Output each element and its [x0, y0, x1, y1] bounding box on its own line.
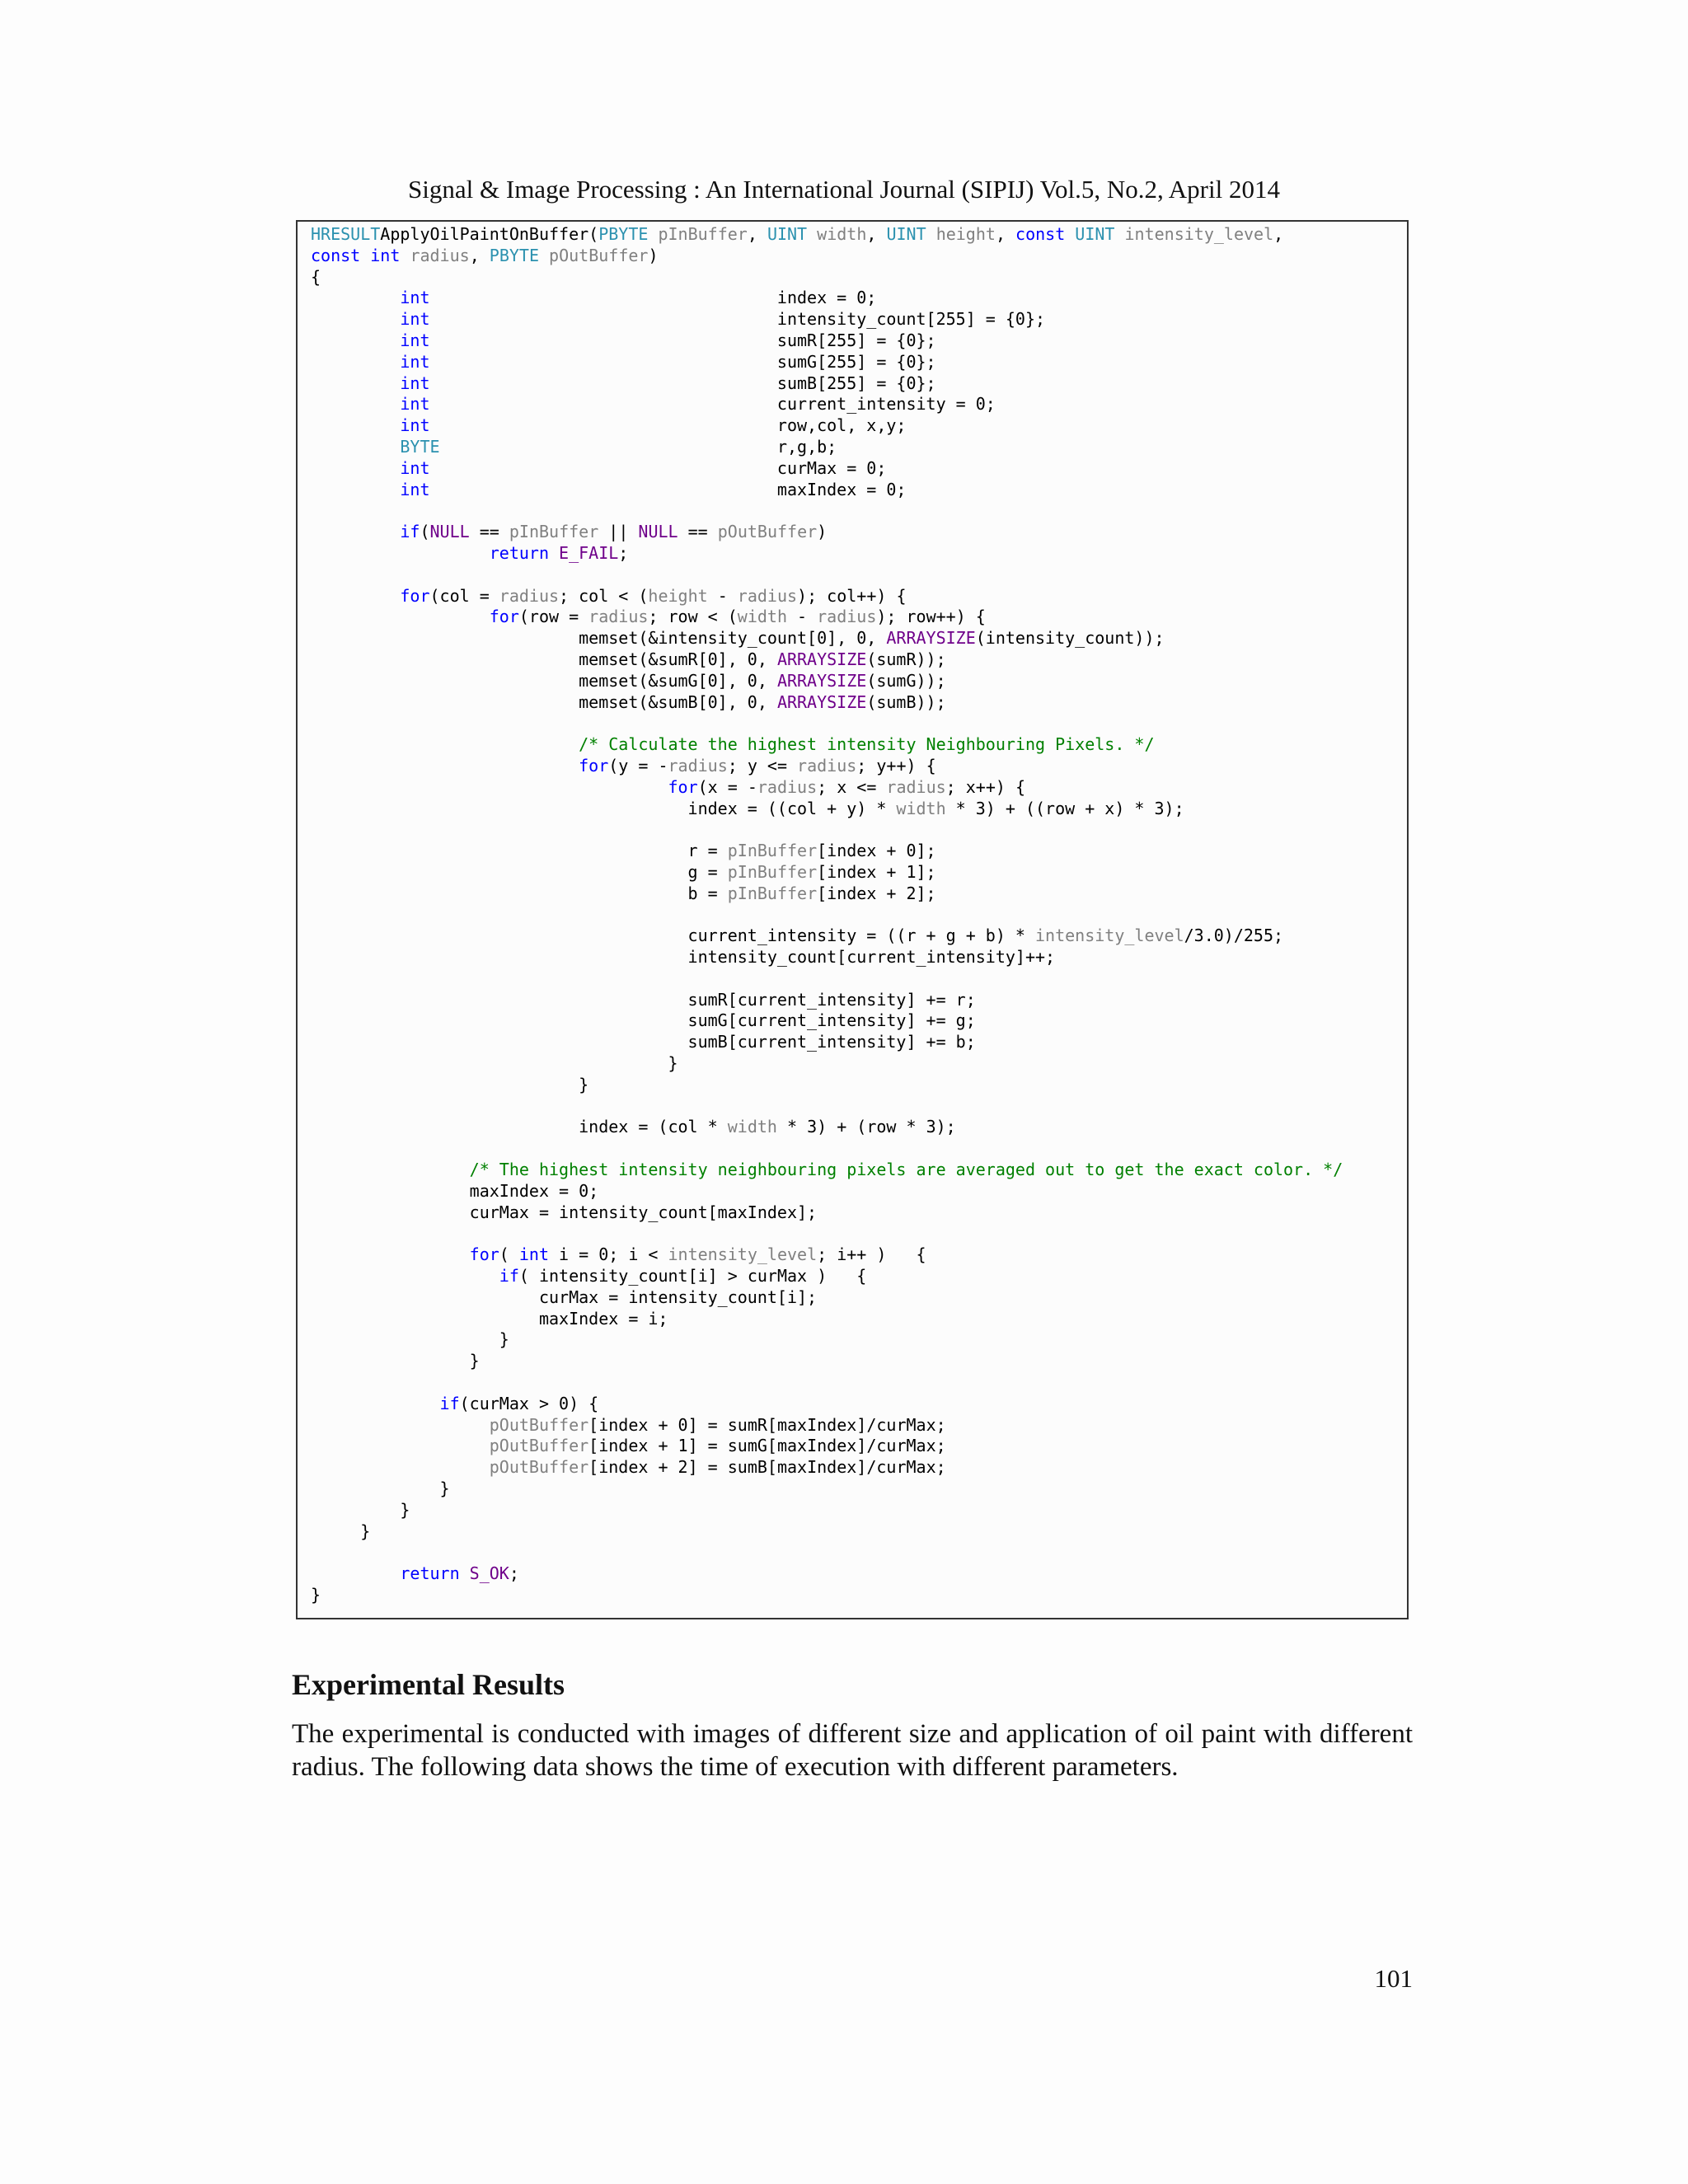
- code-token: [311, 756, 579, 776]
- code-token: * 3) + (row * 3);: [776, 1117, 956, 1137]
- code-token: [311, 777, 668, 797]
- code-listing: [311, 224, 1343, 1606]
- code-token: curMax = intensity_count[i];: [311, 1286, 818, 1307]
- code-token: -: [707, 585, 738, 606]
- code-line: [311, 246, 659, 265]
- code-line: [311, 1053, 678, 1073]
- code-token: [539, 246, 549, 265]
- code-token: height: [935, 224, 996, 244]
- code-token: sumR[255] = {0};: [429, 330, 936, 350]
- code-line: [311, 777, 1025, 797]
- code-line: [311, 628, 1165, 648]
- code-line: [311, 330, 936, 350]
- code-token: [index + 2];: [817, 883, 936, 903]
- code-token: memset(&sumR[0], 0,: [311, 649, 777, 669]
- code-token: int: [400, 351, 430, 372]
- code-line: [311, 394, 996, 414]
- code-token: ARRAYSIZE: [776, 649, 867, 669]
- code-token: int: [400, 309, 430, 330]
- code-token: curMax = intensity_count[maxIndex];: [311, 1202, 818, 1222]
- code-line: [311, 1521, 370, 1541]
- code-token: pInBuffer: [727, 861, 818, 882]
- code-token: [311, 1244, 470, 1264]
- code-token: intensity_count[255] = {0};: [429, 309, 1046, 330]
- code-token: ( intensity_count[i] > curMax ) {: [518, 1266, 867, 1286]
- code-line: [311, 1563, 519, 1583]
- code-token: ,: [747, 224, 767, 244]
- code-token: [311, 522, 400, 541]
- code-token: sumG[current_intensity] += g;: [311, 1010, 976, 1031]
- code-token: [460, 1563, 470, 1583]
- code-token: ;: [618, 542, 629, 563]
- code-token: HRESULT: [311, 224, 381, 244]
- code-token: ==: [469, 522, 509, 542]
- code-token: intensity_level: [1035, 926, 1184, 946]
- code-token: UINT: [1075, 224, 1115, 244]
- code-line: [311, 480, 906, 499]
- code-line: [311, 990, 976, 1010]
- code-token: int: [400, 330, 430, 350]
- code-token: ==: [678, 522, 718, 542]
- code-token: radius: [757, 776, 818, 797]
- code-token: curMax = 0;: [429, 457, 887, 478]
- code-token: ; x++) {: [945, 776, 1025, 797]
- code-token: int: [400, 479, 430, 499]
- code-line: [311, 437, 837, 457]
- code-token: memset(&intensity_count[0], 0,: [311, 628, 887, 649]
- code-token: int: [400, 373, 430, 393]
- code-token: BYTE: [400, 436, 440, 457]
- code-token: }: [311, 1053, 678, 1074]
- code-token: sumG[255] = {0};: [429, 351, 936, 372]
- code-token: }: [311, 1479, 450, 1499]
- code-token: [311, 1160, 470, 1179]
- code-token: }: [311, 1074, 589, 1094]
- code-token: ARRAYSIZE: [776, 691, 867, 712]
- code-token: [926, 224, 936, 244]
- code-token: current_intensity = 0;: [429, 394, 996, 415]
- code-token: row,col, x,y;: [429, 415, 907, 436]
- code-token: [311, 288, 400, 307]
- code-line: [311, 309, 1045, 329]
- code-token: ,: [1273, 224, 1284, 244]
- code-token: maxIndex = 0;: [311, 1180, 599, 1201]
- code-token: ; y++) {: [856, 755, 936, 776]
- code-token: NULL: [429, 522, 470, 542]
- code-line: [311, 756, 936, 776]
- code-line: [311, 543, 628, 563]
- code-token: width: [737, 607, 788, 627]
- code-token: [311, 480, 400, 499]
- code-token: memset(&sumB[0], 0,: [311, 691, 777, 712]
- code-token: pOutBuffer: [489, 1457, 589, 1478]
- code-token: ; col < (: [559, 585, 649, 606]
- code-token: int: [518, 1244, 549, 1265]
- code-line: [311, 373, 936, 393]
- code-token: [311, 734, 579, 754]
- code-token: int: [400, 457, 430, 478]
- code-token: if: [400, 522, 420, 542]
- code-token: height: [648, 585, 708, 606]
- code-line: [311, 883, 936, 903]
- code-token: UINT: [767, 224, 808, 244]
- code-line: [311, 799, 1184, 818]
- code-token: index = ((col + y) *: [311, 798, 897, 818]
- code-line: [311, 607, 986, 626]
- code-token: [400, 246, 410, 265]
- code-token: PBYTE: [598, 224, 649, 244]
- code-token: width: [896, 798, 946, 818]
- code-token: sumB[current_intensity] += b;: [311, 1032, 976, 1052]
- code-line: [311, 862, 936, 882]
- code-token: ARRAYSIZE: [886, 628, 976, 649]
- code-token: [311, 415, 400, 435]
- code-token: radius: [886, 776, 946, 797]
- code-token: [index + 0];: [817, 841, 936, 861]
- code-token: (sumR));: [866, 649, 946, 669]
- code-token: intensity_count[current_intensity]++;: [311, 947, 1056, 968]
- code-line: [311, 267, 321, 287]
- code-token: }: [311, 1499, 410, 1520]
- code-token: pOutBuffer: [489, 1414, 589, 1435]
- code-token: radius: [797, 755, 857, 776]
- code-token: maxIndex = 0;: [429, 479, 907, 499]
- code-token: (x = -: [697, 776, 757, 797]
- code-token: i = 0; i <: [549, 1244, 668, 1265]
- code-token: [311, 1266, 499, 1286]
- code-token: ): [648, 245, 659, 265]
- code-token: (: [499, 1244, 519, 1265]
- code-token: }: [311, 1585, 321, 1605]
- code-listing-box: [296, 220, 1409, 1619]
- code-line: [311, 1436, 946, 1455]
- code-token: radius: [737, 585, 798, 606]
- code-line: [311, 1309, 668, 1329]
- code-line: [311, 522, 827, 541]
- code-token: ; y <=: [727, 755, 798, 776]
- running-header: Signal & Image Processing : An International Journal (SIPIJ) Vol.5, No.2, April 2014: [408, 175, 1280, 204]
- code-token: /* The highest intensity neighbouring pixels are averaged out to get the exact color. */: [469, 1160, 1343, 1180]
- code-token: sumB[255] = {0};: [429, 373, 936, 393]
- code-token: sumR[current_intensity] += r;: [311, 989, 976, 1010]
- code-token: return: [489, 542, 549, 563]
- code-token: ;: [509, 1563, 519, 1584]
- code-token: /3.0)/255;: [1184, 926, 1284, 946]
- code-line: [311, 458, 886, 478]
- code-token: maxIndex = i;: [311, 1308, 668, 1329]
- code-token: if: [499, 1266, 519, 1286]
- code-token: for: [668, 776, 698, 797]
- code-token: }: [311, 1329, 509, 1350]
- code-line: [311, 288, 876, 307]
- page-number: 101: [1374, 1964, 1413, 1993]
- code-line: [311, 649, 946, 669]
- code-token: (intensity_count));: [975, 628, 1165, 649]
- code-token: ,: [469, 245, 490, 265]
- code-token: * 3) + ((row + x) * 3);: [945, 798, 1184, 818]
- code-line: [311, 671, 946, 691]
- code-token: [311, 607, 490, 626]
- code-token: ; i++ ) {: [817, 1244, 926, 1265]
- code-line: [311, 1500, 410, 1520]
- section-title: Experimental Results: [292, 1668, 565, 1701]
- code-token: [1065, 224, 1075, 244]
- code-token: [311, 1415, 490, 1435]
- code-token: }: [311, 1521, 371, 1541]
- code-token: /* Calculate the highest intensity Neighbouring Pixels. */: [579, 734, 1155, 755]
- code-token: radius: [588, 607, 649, 627]
- code-token: (: [420, 522, 430, 542]
- code-line: [311, 1287, 817, 1307]
- code-line: [311, 1075, 588, 1094]
- code-token: -: [787, 607, 818, 627]
- code-token: const: [311, 245, 361, 265]
- code-token: current_intensity = ((r + g + b) *: [311, 926, 1035, 946]
- code-token: [311, 437, 400, 457]
- code-token: [index + 2] = sumB[maxIndex]/curMax;: [588, 1457, 946, 1478]
- code-token: pOutBuffer: [717, 522, 818, 542]
- code-line: [311, 947, 1055, 967]
- code-token: r =: [311, 841, 728, 861]
- code-line: [311, 1010, 976, 1030]
- code-token: ,: [866, 224, 887, 244]
- code-token: pInBuffer: [727, 841, 818, 861]
- code-token: if: [439, 1393, 460, 1413]
- code-token: ; row < (: [648, 607, 738, 627]
- code-line: [311, 1202, 817, 1222]
- code-line: [311, 692, 946, 712]
- code-token: const: [1015, 224, 1066, 244]
- code-token: (curMax > 0) {: [459, 1393, 599, 1413]
- code-line: [311, 1032, 976, 1052]
- code-line: [311, 415, 906, 435]
- code-token: (sumB));: [866, 691, 946, 712]
- code-token: [1114, 224, 1124, 244]
- code-token: (y = -: [608, 755, 668, 776]
- code-token: [360, 246, 370, 265]
- code-token: [807, 224, 817, 244]
- code-token: E_FAIL: [559, 542, 619, 563]
- code-token: pOutBuffer: [489, 1436, 589, 1456]
- code-token: S_OK: [469, 1563, 509, 1584]
- code-token: [311, 543, 490, 563]
- code-line: [311, 926, 1283, 945]
- code-line: [311, 1351, 480, 1371]
- code-token: pInBuffer: [658, 224, 748, 244]
- code-token: [311, 1394, 440, 1413]
- code-token: [311, 1457, 490, 1477]
- code-token: [index + 1] = sumG[maxIndex]/curMax;: [588, 1436, 946, 1456]
- code-token: [311, 1436, 490, 1455]
- code-token: (sumG));: [866, 670, 946, 691]
- code-line: [311, 1585, 321, 1605]
- code-token: ); row++) {: [876, 607, 986, 627]
- code-token: NULL: [638, 522, 678, 542]
- code-token: [311, 373, 400, 393]
- code-token: for: [579, 755, 609, 776]
- code-token: memset(&sumG[0], 0,: [311, 670, 777, 691]
- code-token: [index + 1];: [817, 861, 936, 882]
- code-token: ); col++) {: [797, 585, 907, 606]
- code-token: }: [311, 1351, 480, 1371]
- code-token: [311, 352, 400, 372]
- code-line: [311, 352, 936, 372]
- code-token: UINT: [886, 224, 926, 244]
- code-token: [311, 394, 400, 414]
- code-line: [311, 1394, 598, 1413]
- code-token: intensity_level: [668, 1244, 818, 1265]
- code-line: [311, 1479, 450, 1498]
- code-token: radius: [668, 755, 728, 776]
- code-line: [311, 1117, 956, 1137]
- code-line: [311, 1181, 598, 1201]
- code-token: [311, 1563, 400, 1583]
- code-token: index = 0;: [429, 288, 877, 308]
- code-token: intensity_level: [1124, 224, 1274, 244]
- code-token: [311, 309, 400, 329]
- code-token: {: [311, 266, 321, 287]
- code-token: pInBuffer: [509, 522, 599, 542]
- code-token: (col =: [429, 585, 499, 606]
- code-line: [311, 1160, 1343, 1179]
- code-token: [311, 586, 400, 606]
- code-token: ARRAYSIZE: [776, 670, 867, 691]
- code-line: [311, 1457, 946, 1477]
- code-token: PBYTE: [489, 245, 539, 265]
- code-token: pOutBuffer: [549, 245, 649, 265]
- code-token: int: [400, 415, 430, 436]
- code-token: ApplyOilPaintOnBuffer(: [380, 224, 599, 244]
- code-token: (row =: [518, 607, 589, 627]
- code-token: radius: [499, 585, 560, 606]
- code-token: ): [817, 522, 828, 542]
- code-token: pInBuffer: [727, 883, 818, 903]
- code-token: b =: [311, 883, 728, 903]
- code-token: int: [370, 245, 401, 265]
- code-token: ,: [995, 224, 1016, 244]
- code-token: [648, 224, 658, 244]
- code-line: [311, 841, 936, 860]
- code-token: ||: [598, 522, 639, 542]
- code-line: [311, 1329, 509, 1349]
- code-token: radius: [410, 245, 470, 265]
- code-token: [311, 458, 400, 478]
- code-token: [311, 330, 400, 350]
- code-token: [index + 0] = sumR[maxIndex]/curMax;: [588, 1414, 946, 1435]
- code-token: ; x <=: [817, 776, 887, 797]
- code-token: width: [817, 224, 867, 244]
- code-token: for: [469, 1244, 499, 1265]
- code-token: r,g,b;: [439, 436, 837, 457]
- code-token: g =: [311, 861, 728, 882]
- code-line: [311, 1266, 866, 1286]
- code-line: [311, 734, 1155, 754]
- code-token: for: [489, 607, 519, 627]
- code-token: radius: [817, 607, 877, 627]
- code-token: width: [727, 1117, 777, 1137]
- code-line: [311, 1244, 926, 1264]
- code-line: [311, 586, 907, 606]
- code-token: for: [400, 585, 430, 606]
- code-line: [311, 1415, 946, 1435]
- code-line: [311, 224, 1283, 244]
- code-token: index = (col *: [311, 1117, 728, 1137]
- code-token: [549, 543, 559, 563]
- body-paragraph: The experimental is conducted with images of different size and application of oil paint with different radius. The following data shows the time of execution with different parameters.: [292, 1719, 1413, 1782]
- code-token: return: [400, 1563, 460, 1584]
- code-token: int: [400, 394, 430, 415]
- code-token: int: [400, 288, 430, 308]
